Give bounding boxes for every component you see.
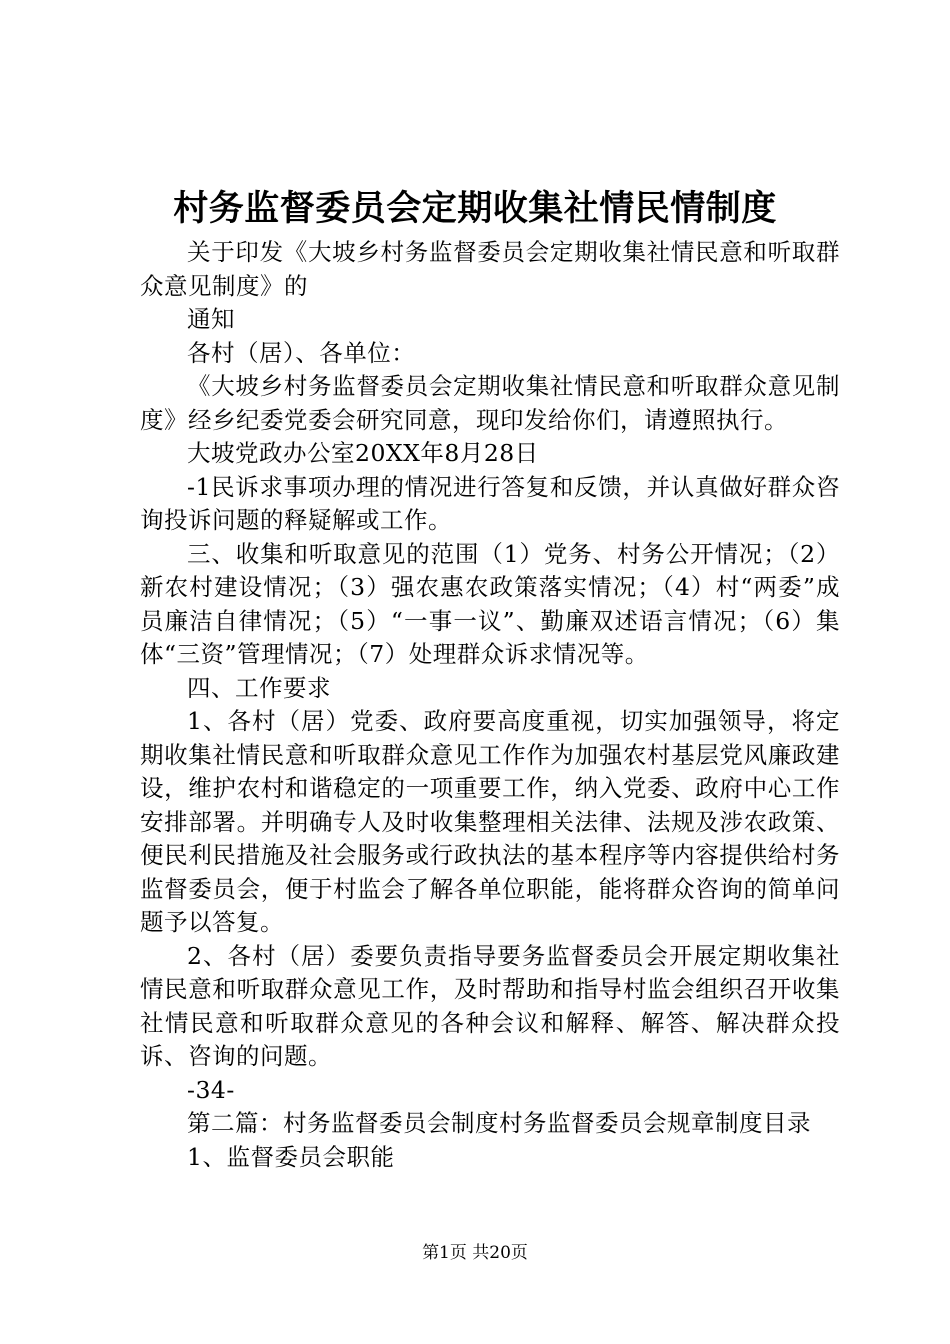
- paragraph: 1、各村（居）党委、政府要高度重视，切实加强领导，将定期收集社情民意和听取群众意见工作作为加强农村基层党风廉政建设，维护农村和谐稳定的一项重要工作，纳入党委、政府中心工作安排部署。并明确专人及时收集整理相关法律、法规及涉农政策、便民利民措施及社会服务或行政执法的基本程序等内容提供给村务监督委员会，便于村监会了解各单位职能，能将群众咨询的简单问题予以答复。: [140, 707, 840, 936]
- paragraph: 各村（居）、各单位：: [187, 338, 416, 367]
- paragraph: -1民诉求事项办理的情况进行答复和反馈，并认真做好群众咨询投诉问题的释疑解或工作。: [140, 472, 840, 534]
- paragraph: 关于印发《大坡乡村务监督委员会定期收集社情民意和听取群众意见制度》的: [140, 238, 840, 300]
- paragraph: 四、工作要求: [187, 673, 331, 702]
- paragraph: 大坡党政办公室20XX年8月28日: [187, 439, 539, 467]
- paragraph: 通知: [187, 305, 235, 333]
- page-number-footer: 第1页 共20页: [422, 1243, 528, 1263]
- paragraph: -34-: [187, 1075, 235, 1104]
- document-title: 村务监督委员会定期收集社情民情制度: [173, 188, 777, 229]
- paragraph: 第二篇：村务监督委员会制度村务监督委员会规章制度目录: [187, 1109, 811, 1137]
- paragraph: 1、监督委员会职能: [187, 1142, 395, 1171]
- paragraph: 《大坡乡村务监督委员会定期收集社情民意和听取群众意见制度》经乡纪委党委会研究同意，现印发给你们，请遵照执行。: [140, 372, 840, 434]
- paragraph: 2、各村（居）委要负责指导要务监督委员会开展定期收集社情民意和听取群众意见工作，及时帮助和指导村监会组织召开收集社情民意和听取群众意见的各种会议和解释、解答、解决群众投诉、咨询的问题。: [140, 941, 840, 1070]
- document-body: [140, 236, 840, 1174]
- paragraph: 三、收集和听取意见的范围（1）党务、村务公开情况；（2）新农村建设情况；（3）强农惠农政策落实情况；（4）村“两委”成员廉洁自律情况；（5）“一事一议”、勤廉双述语言情况；（6）集体“三资”管理情况；（7）处理群众诉求情况等。: [140, 539, 840, 668]
